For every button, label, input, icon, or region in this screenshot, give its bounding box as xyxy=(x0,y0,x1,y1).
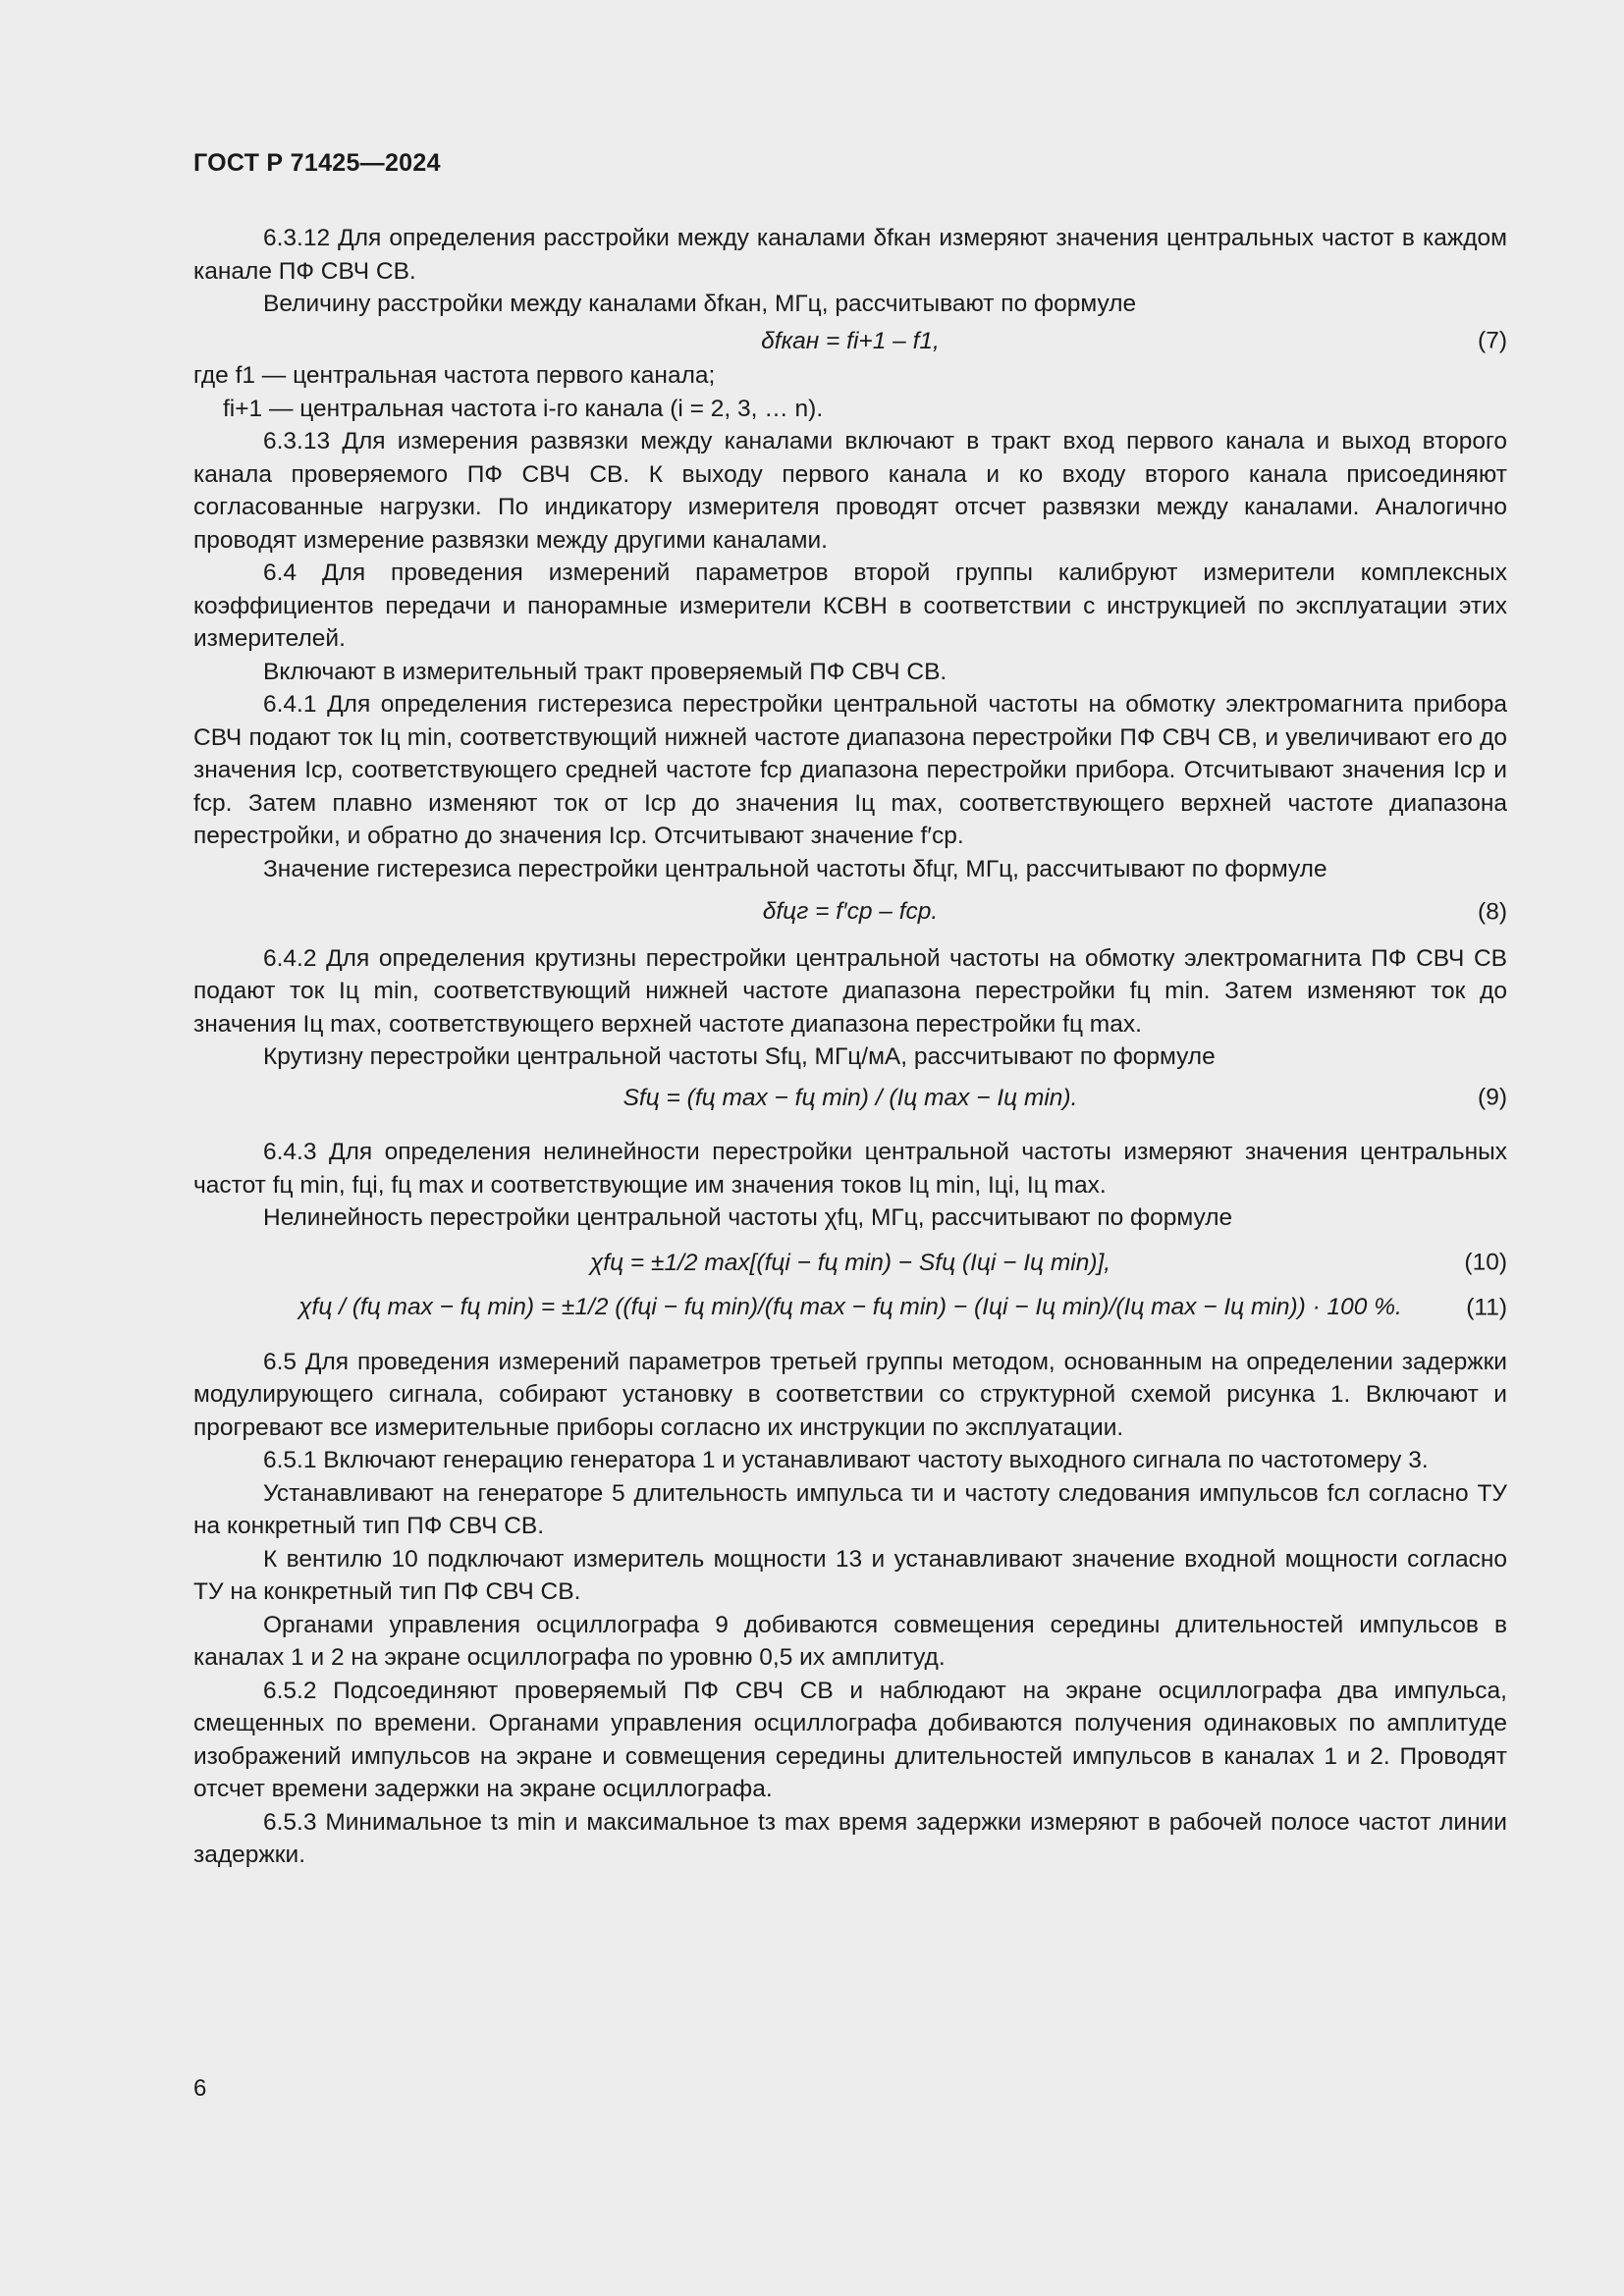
paragraph-6-4-3: 6.4.3 Для определения нелинейности перестройки центральной частоты измеряют значения центральных частот fц min, fцi, fц max и соответствующие им значения токов Iц min, Iцi, Iц max. xyxy=(193,1139,1507,1199)
paragraph-6-3-13: 6.3.13 Для измерения развязки между каналами включают в тракт вход первого канала и выход второго канала проверяемого ПФ СВЧ СВ. К выходу первого канала и ко входу второго канала присоединяют согласованные нагрузки. По индикатору измерителя проводят отсчет развязки между каналами. Аналогично проводят измерение развязки между другими каналами. xyxy=(193,428,1507,554)
formula-10-expr: χfц = ±1/2 max[(fцi − fц min) − Sfц (Iцi − Iц min)], xyxy=(589,1249,1111,1276)
where-fi1: fi+1 — центральная частота i-го канала (i = 2, 3, … n). xyxy=(223,395,824,422)
formula-7-number: (7) xyxy=(1478,327,1507,354)
formula-11-number: (11) xyxy=(1466,1294,1507,1320)
paragraph-hysteresis-intro: Значение гистерезиса перестройки центральной частоты δfцг, МГц, рассчитывают по формуле xyxy=(263,855,1327,882)
formula-7-expr: δfкан = fi+1 – f1, xyxy=(761,327,940,354)
formula-8 xyxy=(193,895,1507,929)
paragraph-detuning-intro: Величину расстройки между каналами δfкан, МГц, рассчитывают по формуле xyxy=(263,291,1137,317)
paragraph-6-4: 6.4 Для проведения измерений параметров второй группы калибруют измерители комплексных коэффициентов передачи и панорамные измерители КСВН в соответствии с инструкцией по эксплуатации этих измерителей. xyxy=(193,560,1507,652)
paragraph-6-4-2: 6.4.2 Для определения крутизны перестройки центральной частоты на обмотку электромагнита ПФ СВЧ СВ подают ток Iц min, соответствующий нижней частоте диапазона перестройки fц min. Затем изменяют ток до значения Iц max, соответствующего верхней частоте диапазона перестройки fц max. xyxy=(193,944,1507,1038)
paragraph-6-3-12: 6.3.12 Для определения расстройки между каналами δfкан измеряют значения центральных частот в каждом канале ПФ СВЧ СВ. xyxy=(193,225,1507,285)
page-number: 6 xyxy=(193,2075,207,2102)
paragraph-oscilloscope-align: Органами управления осциллографа 9 добиваются совмещения середины длительностей импульсов в каналах 1 и 2 на экране осциллографа по уровню 0,5 их амплитуд. xyxy=(193,1611,1507,1671)
paragraph-include-filter: Включают в измерительный тракт проверяемый ПФ СВЧ СВ. xyxy=(263,658,947,685)
paragraph-slope-intro: Крутизну перестройки центральной частоты Sfц, МГц/мА, рассчитывают по формуле xyxy=(263,1043,1216,1070)
document-body xyxy=(193,222,1507,1872)
formula-9-expr: Sfц = (fц max − fц min) / (Iц max − Iц min). xyxy=(623,1084,1078,1111)
formula-11-expr: χfц / (fц max − fц min) = ±1/2 ((fцi − fц min)/(fц max − fц min) − (Iцi − Iц min)/(Iц max − Iц min)) · 100 %. xyxy=(298,1294,1402,1320)
formula-9-number: (9) xyxy=(1478,1084,1507,1111)
paragraph-6-5-1: 6.5.1 Включают генерацию генератора 1 и устанавливают частоту выходного сигнала по частотомеру 3. xyxy=(263,1447,1429,1473)
formula-7 xyxy=(193,325,1507,358)
formula-10 xyxy=(193,1247,1507,1280)
where-f1: где f1 — центральная частота первого канала; xyxy=(193,362,716,389)
paragraph-nonlinearity-intro: Нелинейность перестройки центральной частоты χfц, МГц, рассчитывают по формуле xyxy=(263,1204,1233,1231)
paragraph-6-5-2: 6.5.2 Подсоединяют проверяемый ПФ СВЧ СВ и наблюдают на экране осциллографа два импульса, смещенных по времени. Органами управления осциллографа добиваются получения одинаковых по амплитуде изображений импульсов на экране и совмещения середины длительностей импульсов в каналах 1 и 2. Проводят отсчет времени задержки на экране осциллографа. xyxy=(193,1677,1507,1802)
paragraph-power-setup: К вентилю 10 подключают измеритель мощности 13 и устанавливают значение входной мощности согласно ТУ на конкретный тип ПФ СВЧ СВ. xyxy=(193,1545,1507,1605)
formula-8-number: (8) xyxy=(1478,898,1507,925)
paragraph-6-5-3: 6.5.3 Минимальное tз min и максимальное tз max время задержки измеряют в рабочей полосе частот линии задержки. xyxy=(193,1808,1507,1868)
formula-10-number: (10) xyxy=(1464,1249,1507,1276)
paragraph-6-5: 6.5 Для проведения измерений параметров третьей группы методом, основанным на определении задержки модулирующего сигнала, собирают установку в соответствии со структурной схемой рисунка 1. Включают и прогревают все измерительные приборы согласно их инструкции по эксплуатации. xyxy=(193,1348,1507,1441)
formula-11 xyxy=(193,1291,1507,1324)
formula-8-expr: δfцг = f′ср – fср. xyxy=(762,898,939,925)
formula-9 xyxy=(193,1082,1507,1115)
doc-header: ГОСТ Р 71425—2024 xyxy=(193,149,441,177)
paragraph-pulse-setup: Устанавливают на генераторе 5 длительность импульса τи и частоту следования импульсов fсл согласно ТУ на конкретный тип ПФ СВЧ СВ. xyxy=(193,1479,1507,1539)
paragraph-6-4-1: 6.4.1 Для определения гистерезиса перестройки центральной частоты на обмотку электромагнита прибора СВЧ подают ток Iц min, соответствующий нижней частоте диапазона перестройки ПФ СВЧ СВ, и увеличивают его до значения Iср, соответствующего средней частоте fср диапазона перестройки прибора. Отсчитывают значения Iср и fср. Затем плавно изменяют ток от Iср до значения Iц max, соответствующего верхней частоте диапазона перестройки, и обратно до значения Iср. Отсчитывают значение f′ср. xyxy=(193,691,1507,849)
